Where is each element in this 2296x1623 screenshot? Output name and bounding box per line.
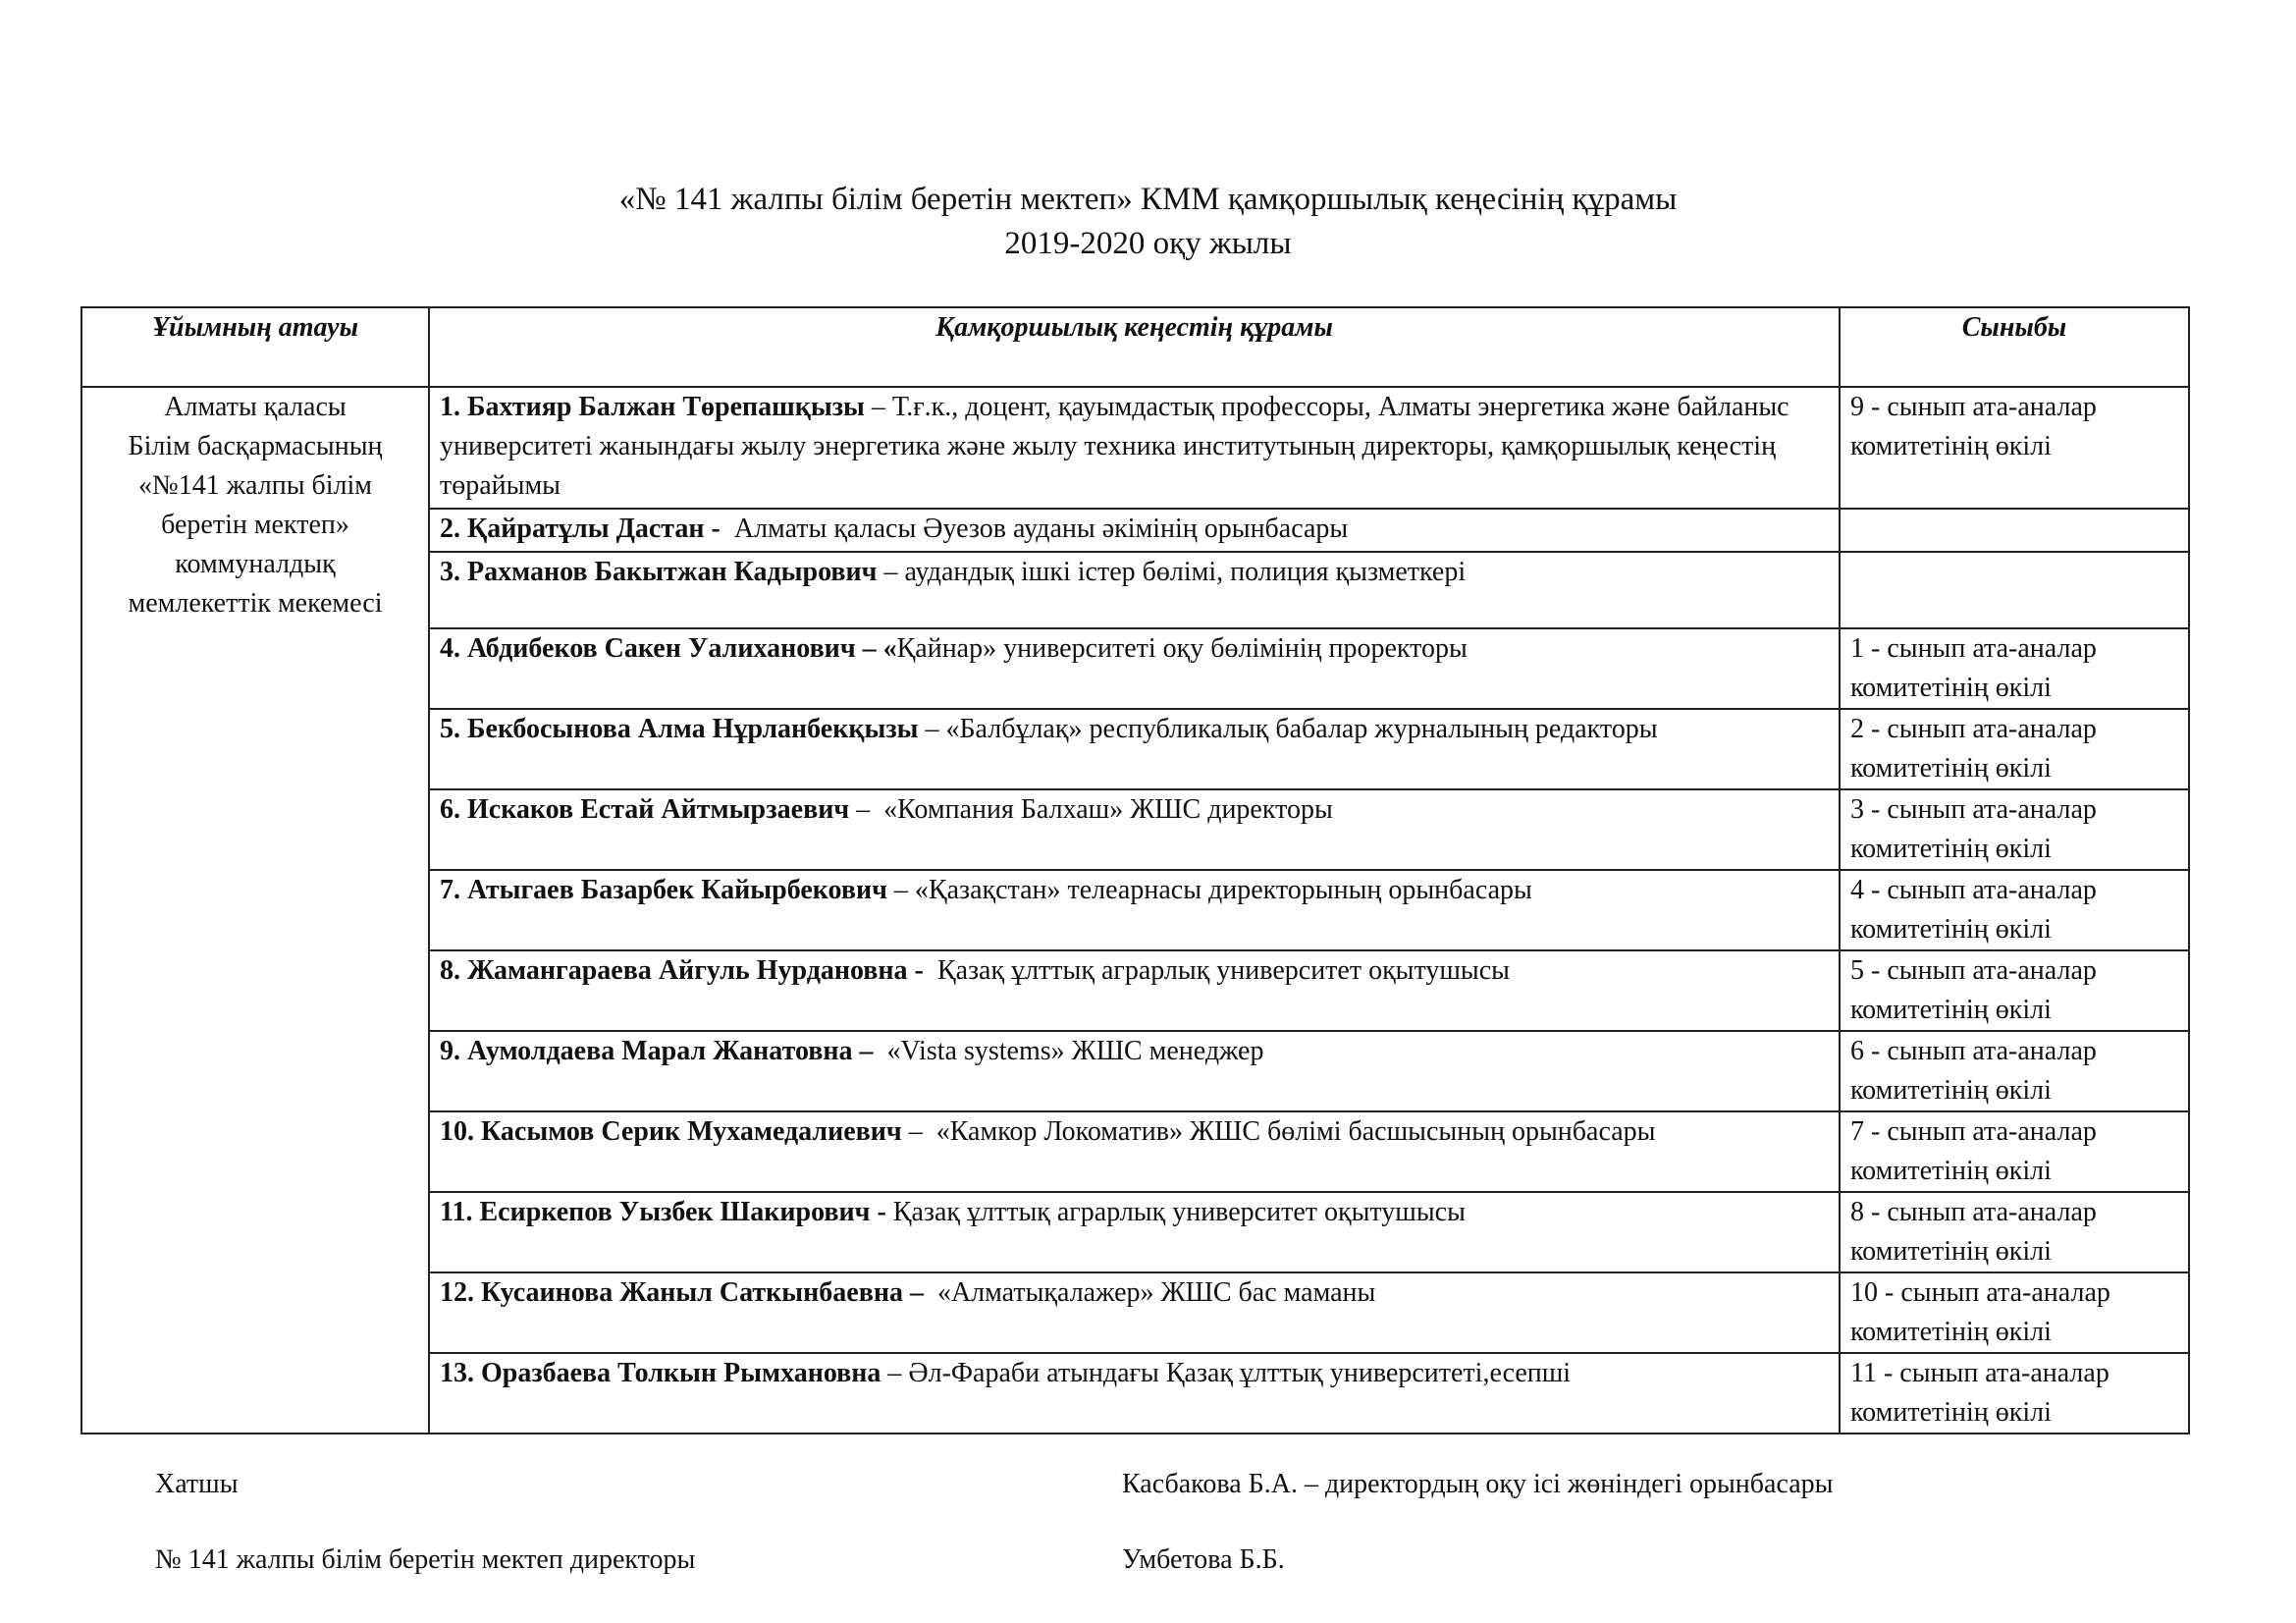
- member-name: 12. Кусаинова Жаныл Саткынбаевна –: [440, 1277, 924, 1308]
- class-line: комитетінің өкілі: [1850, 914, 2052, 945]
- header-council: Қамқоршылық кеңестің құрамы: [429, 307, 1840, 387]
- member-description: Қайнар» университеті оқу бөлімінің проректоры: [896, 633, 1468, 664]
- class-line: комитетінің өкілі: [1850, 1236, 2052, 1267]
- member-name: 10. Касымов Серик Мухамедалиевич: [440, 1116, 902, 1147]
- class-line: 7 - сынып ата-аналар: [1850, 1116, 2097, 1147]
- member-name: 6. Искаков Естай Айтмырзаевич: [440, 794, 850, 825]
- class-line: 5 - сынып ата-аналар: [1850, 955, 2097, 986]
- class-line: комитетінің өкілі: [1850, 431, 2052, 461]
- class-cell: [1840, 1111, 2189, 1192]
- member-description: Қазақ ұлттық аграрлық университет оқытушысы: [936, 955, 1510, 986]
- class-cell: [1840, 870, 2189, 950]
- class-line: комитетінің өкілі: [1850, 1075, 2052, 1106]
- member-cell: [429, 870, 1840, 950]
- org-line: мемлекеттік мекемесі: [128, 588, 383, 619]
- class-line: 2 - сынып ата-аналар: [1850, 714, 2097, 744]
- class-line: комитетінің өкілі: [1850, 1397, 2052, 1428]
- secretary-name: Касбакова Б.А. – директордың оқу ісі жөніндегі орынбасары: [1122, 1469, 1834, 1499]
- org-line: Алматы қаласы: [164, 392, 347, 422]
- member-description: Қазақ ұлттық аграрлық университет оқытушысы: [892, 1197, 1466, 1227]
- member-separator: –: [849, 794, 884, 825]
- member-name: 5. Бекбосынова Алма Нұрланбекқызы: [440, 714, 919, 744]
- table-header-row: [81, 307, 2189, 387]
- document-title: «№ 141 жалпы білім беретін мектеп» КММ қамқоршылық кеңесінің құрамы: [618, 182, 1678, 217]
- class-cell: [1840, 552, 2189, 628]
- class-cell: [1840, 1192, 2189, 1272]
- member-cell: [429, 1031, 1840, 1111]
- org-line: «№141 жалпы білім: [138, 470, 372, 501]
- class-line: 3 - сынып ата-аналар: [1850, 794, 2097, 825]
- class-cell: [1840, 950, 2189, 1031]
- member-cell: [429, 950, 1840, 1031]
- member-description: «Vista systems» ЖШС менеджер: [886, 1036, 1264, 1066]
- class-line: комитетінің өкілі: [1850, 1156, 2052, 1186]
- class-line: 1 - сынып ата-аналар: [1850, 633, 2097, 664]
- member-description: «Балбұлақ» республикалық бабалар журналының редакторы: [945, 714, 1658, 744]
- member-cell: [429, 789, 1840, 870]
- member-separator: –: [864, 392, 892, 422]
- member-separator: [924, 1277, 937, 1308]
- member-cell: [429, 1192, 1840, 1272]
- member-cell: [429, 1111, 1840, 1192]
- member-separator: [924, 955, 937, 986]
- member-name: 7. Атыгаев Базарбек Кайырбекович: [440, 875, 887, 905]
- class-line: комитетінің өкілі: [1850, 995, 2052, 1025]
- member-cell: [429, 387, 1840, 509]
- member-description: Әл-Фараби атындағы Қазақ ұлттық университеті,есепші: [908, 1358, 1572, 1388]
- class-line: 8 - сынып ата-аналар: [1850, 1197, 2097, 1227]
- member-description: «Компания Балхаш» ЖШС директоры: [883, 794, 1333, 825]
- member-separator: –: [886, 875, 915, 905]
- org-line: коммуналдық: [175, 549, 336, 579]
- class-cell: [1840, 628, 2189, 709]
- member-cell: [429, 1353, 1840, 1434]
- secretary-label: Хатшы: [155, 1469, 239, 1499]
- member-name: 11. Есиркепов Уызбек Шакирович -: [440, 1197, 886, 1227]
- director-label: № 141 жалпы білім беретін мектеп директоры: [155, 1544, 696, 1575]
- class-line: 9 - сынып ата-аналар: [1850, 392, 2097, 422]
- member-cell: [429, 628, 1840, 709]
- council-table: [80, 306, 2190, 1434]
- org-line: Білім басқармасының: [128, 431, 383, 461]
- class-line: комитетінің өкілі: [1850, 834, 2052, 864]
- class-cell: [1840, 509, 2189, 552]
- organization-cell: [81, 387, 429, 1434]
- member-separator: [721, 514, 734, 544]
- class-cell: [1840, 1031, 2189, 1111]
- member-separator: [874, 1036, 887, 1066]
- class-line: комитетінің өкілі: [1850, 753, 2052, 784]
- class-cell: [1840, 387, 2189, 509]
- class-line: 11 - сынып ата-аналар: [1850, 1358, 2109, 1388]
- header-organization: Ұйымның атауы: [81, 307, 429, 387]
- member-description: «Алматықалажер» ЖШС бас маманы: [936, 1277, 1376, 1308]
- member-description: Алматы қаласы Әуезов ауданы әкімінің орынбасары: [733, 514, 1349, 544]
- class-line: 6 - сынып ата-аналар: [1850, 1036, 2097, 1066]
- member-separator: [886, 1197, 893, 1227]
- member-cell: [429, 552, 1840, 628]
- member-separator: –: [877, 557, 905, 587]
- member-cell: [429, 1272, 1840, 1353]
- class-line: 10 - сынып ата-аналар: [1850, 1277, 2110, 1308]
- member-description: Т.ғ.к., доцент, қауымдастық профессоры, Алматы энергетика және байланыс университеті жанындағы жылу энергетика және жылу техника институтының директоры, қамқоршылық кеңестің төрайымы: [440, 392, 1789, 501]
- table-row: [81, 387, 2189, 509]
- member-name: 13. Оразбаева Толкын Рымхановна: [440, 1358, 881, 1388]
- class-cell: [1840, 1353, 2189, 1434]
- member-name: 9. Аумолдаева Марал Жанатовна –: [440, 1036, 874, 1066]
- member-cell: [429, 709, 1840, 789]
- class-cell: [1840, 709, 2189, 789]
- member-name: 8. Жамангараева Айгуль Нурдановна -: [440, 955, 924, 986]
- member-description: «Қазақстан» телеарнасы директорының орынбасары: [914, 875, 1532, 905]
- member-separator: –: [918, 714, 946, 744]
- class-line: комитетінің өкілі: [1850, 1317, 2052, 1347]
- member-name: 3. Рахманов Бакытжан Кадырович: [440, 557, 878, 587]
- member-cell: [429, 509, 1840, 552]
- member-description: аудандық ішкі істер бөлімі, полиция қызметкері: [904, 557, 1467, 587]
- org-line: беретін мектеп»: [161, 510, 349, 540]
- class-line: 4 - сынып ата-аналар: [1850, 875, 2097, 905]
- class-cell: [1840, 789, 2189, 870]
- member-separator: –: [901, 1116, 936, 1147]
- class-cell: [1840, 1272, 2189, 1353]
- class-line: комитетінің өкілі: [1850, 673, 2052, 703]
- member-name: 1. Бахтияр Балжан Төрепашқызы: [440, 392, 865, 422]
- header-class: Сыныбы: [1840, 307, 2189, 387]
- member-description: «Камкор Локоматив» ЖШС бөлімі басшысының орынбасары: [935, 1116, 1656, 1147]
- member-name: 2. Қайратұлы Дастан -: [440, 514, 721, 544]
- document-subtitle-year: 2019-2020 оқу жылы: [1004, 226, 1292, 261]
- member-name: 4. Абдибеков Сакен Уалиханович – «: [440, 633, 897, 664]
- director-name: Умбетова Б.Б.: [1122, 1544, 1285, 1575]
- member-separator: –: [881, 1358, 909, 1388]
